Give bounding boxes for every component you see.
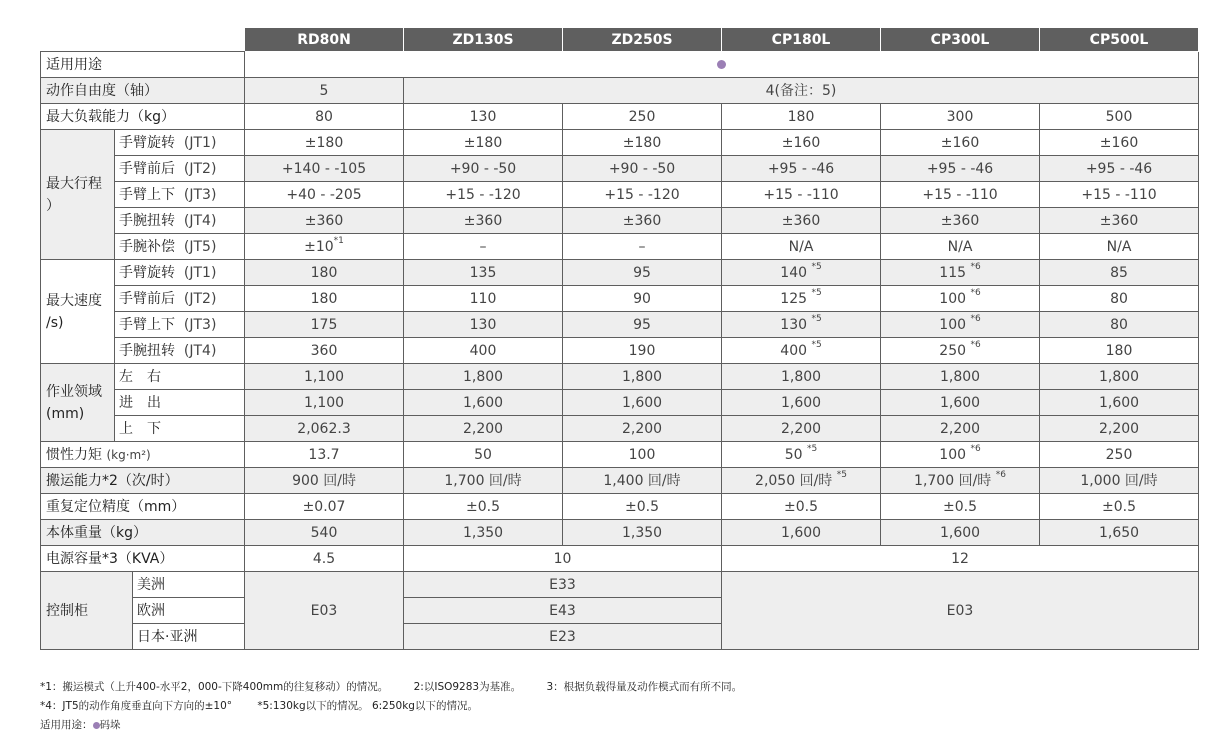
table-cell: 50 $^{*5}$	[722, 442, 881, 468]
table-cell: 250	[1040, 442, 1199, 468]
table-cell: 180	[722, 104, 881, 130]
controller-row	[41, 572, 1199, 598]
model-header: CP500L	[1040, 28, 1199, 52]
table-cell: $\pm 10^{*1}$	[245, 234, 404, 260]
table-cell: 1,800	[563, 364, 722, 390]
table-cell: 2,200	[1040, 416, 1199, 442]
table-cell: 50	[404, 442, 563, 468]
table-cell: 500	[1040, 104, 1199, 130]
table-cell: ±360	[404, 208, 563, 234]
dof-rd80n: 5	[245, 78, 404, 104]
controller-region: 美洲	[133, 572, 245, 598]
table-cell: 1,650	[1040, 520, 1199, 546]
table-cell: ±180	[404, 130, 563, 156]
table-cell: ±360	[722, 208, 881, 234]
header-blank	[41, 28, 245, 52]
model-header: ZD130S	[404, 28, 563, 52]
table-cell: N/A	[722, 234, 881, 260]
stroke-item-label: 手臂旋转 (JT1)	[115, 130, 245, 156]
table-cell: 180	[245, 260, 404, 286]
table-cell: 1,800	[1040, 364, 1199, 390]
table-cell: 1,800	[881, 364, 1040, 390]
controller-region: 日本·亚洲	[133, 624, 245, 650]
footnote: 2:以ISO9283为基准。	[413, 681, 522, 693]
table-cell: 135	[404, 260, 563, 286]
table-cell: 1,600	[404, 390, 563, 416]
table-cell: ±0.5	[1040, 494, 1199, 520]
speed-row	[41, 286, 1199, 312]
table-cell: +40 - -205	[245, 182, 404, 208]
usage-label: 适用用途	[41, 52, 245, 78]
table-cell: ±180	[245, 130, 404, 156]
table-cell: 190	[563, 338, 722, 364]
table-cell: 360	[245, 338, 404, 364]
dof-label: 动作自由度（轴）	[41, 78, 245, 104]
stroke-label: 最大行程	[46, 175, 102, 192]
table-cell: 1,400 回/時	[563, 468, 722, 494]
area-row	[41, 364, 1199, 390]
footnote: 码垛	[99, 719, 121, 731]
table-cell: 250	[563, 104, 722, 130]
speed-item-label: 手腕扭转 (JT4)	[115, 338, 245, 364]
table-cell: N/A	[1040, 234, 1199, 260]
table-cell: 10	[404, 546, 722, 572]
table-cell: 900 回/時	[245, 468, 404, 494]
table-cell: +95 - -46	[722, 156, 881, 182]
area-item-label: 左 右	[115, 364, 245, 390]
table-cell: 175	[245, 312, 404, 338]
table-cell: 1,350	[404, 520, 563, 546]
controller-region: 欧洲	[133, 598, 245, 624]
table-cell: 13.7	[245, 442, 404, 468]
table-cell: +15 - -110	[722, 182, 881, 208]
table-cell: 400	[404, 338, 563, 364]
table-cell: 80	[245, 104, 404, 130]
stroke-row	[41, 130, 1199, 156]
table-cell: +15 - -110	[881, 182, 1040, 208]
table-cell: 125 $^{*5}$	[722, 286, 881, 312]
table-cell: ±360	[1040, 208, 1199, 234]
footnote: 3：根据负载得量及动作模式而有所不同。	[546, 681, 743, 693]
table-cell: 80	[1040, 286, 1199, 312]
table-cell: ±360	[245, 208, 404, 234]
stroke-item-label: 手腕扭转 (JT4)	[115, 208, 245, 234]
table-cell: 2,200	[881, 416, 1040, 442]
controller-zd: E23	[404, 624, 722, 650]
table-cell: 95	[563, 260, 722, 286]
area-item-label: 进 出	[115, 390, 245, 416]
table-cell: 100 $^{*6}$	[881, 442, 1040, 468]
model-header: CP300L	[881, 28, 1040, 52]
stroke-row	[41, 234, 1199, 260]
area-row	[41, 390, 1199, 416]
table-cell: 100	[563, 442, 722, 468]
table-cell: 300	[881, 104, 1040, 130]
inertia-row	[41, 442, 1199, 468]
speed-label2: /s)	[46, 314, 64, 331]
table-cell: 1,100	[245, 364, 404, 390]
controller-zd: E33	[404, 572, 722, 598]
table-cell: ±360	[881, 208, 1040, 234]
table-cell: +15 - -120	[563, 182, 722, 208]
table-cell: 2,062.3	[245, 416, 404, 442]
table-cell: 180	[245, 286, 404, 312]
table-cell: 1,600	[722, 520, 881, 546]
controller-zd: E43	[404, 598, 722, 624]
table-cell: ±160	[881, 130, 1040, 156]
model-header: RD80N	[245, 28, 404, 52]
payload-row	[41, 104, 1199, 130]
model-header: CP180L	[722, 28, 881, 52]
table-cell: 1,700 回/時 $^{*6}$	[881, 468, 1040, 494]
table-cell: 130 $^{*5}$	[722, 312, 881, 338]
table-cell: 1,800	[722, 364, 881, 390]
table-cell: 12	[722, 546, 1199, 572]
table-cell: ±0.5	[881, 494, 1040, 520]
speed-row	[41, 338, 1199, 364]
stroke-item-label: 手臂前后 (JT2)	[115, 156, 245, 182]
table-cell: ±0.5	[722, 494, 881, 520]
table-cell: 1,600	[1040, 390, 1199, 416]
area-row	[41, 416, 1199, 442]
footnote-line	[40, 716, 742, 735]
area-label: 作业领域	[46, 383, 102, 400]
table-cell: +15 - -110	[1040, 182, 1199, 208]
spec-table	[40, 27, 1199, 650]
table-cell: ±160	[722, 130, 881, 156]
controller-rd80n: E03	[245, 572, 404, 650]
speed-row	[41, 312, 1199, 338]
area-group-label	[41, 364, 115, 442]
footnote: 适用用途：	[40, 719, 93, 731]
table-cell: 180	[1040, 338, 1199, 364]
stroke-group-label	[41, 130, 115, 260]
power-row	[41, 546, 1199, 572]
table-cell: 100 $^{*6}$	[881, 286, 1040, 312]
inertia-label: 惯性力矩 (kg·m²)	[41, 442, 245, 468]
table-cell: +140 - -105	[245, 156, 404, 182]
controller-label: 控制柜	[41, 572, 133, 650]
table-cell: 1,000 回/時	[1040, 468, 1199, 494]
table-cell: 1,600	[722, 390, 881, 416]
stroke-item-label: 手臂上下 (JT3)	[115, 182, 245, 208]
stroke-item-label: 手腕补偿 (JT5)	[115, 234, 245, 260]
table-cell: ±0.5	[563, 494, 722, 520]
speed-item-label: 手臂旋转 (JT1)	[115, 260, 245, 286]
stroke-label2: ）	[46, 197, 60, 214]
table-cell: ±180	[563, 130, 722, 156]
table-cell: N/A	[881, 234, 1040, 260]
table-cell: +95 - -46	[881, 156, 1040, 182]
area-item-label: 上 下	[115, 416, 245, 442]
table-cell: 2,200	[722, 416, 881, 442]
table-cell: 1,600	[881, 520, 1040, 546]
table-cell: ±0.5	[404, 494, 563, 520]
table-cell: –	[563, 234, 722, 260]
model-header: ZD250S	[563, 28, 722, 52]
stroke-row	[41, 182, 1199, 208]
table-cell: 100 $^{*6}$	[881, 312, 1040, 338]
table-cell: +15 - -120	[404, 182, 563, 208]
table-cell: 1,600	[563, 390, 722, 416]
speed-group-label	[41, 260, 115, 364]
repeat-row	[41, 494, 1199, 520]
footnote: *5:130kg以下的情况。 6:250kg以下的情况。	[257, 700, 478, 712]
table-cell: 115 $^{*6}$	[881, 260, 1040, 286]
footnote: *1：搬运模式（上升400-水平2，000-下降400mm的往复移动）的情况。	[40, 681, 389, 693]
controller-cp: E03	[722, 572, 1199, 650]
table-cell: +90 - -50	[563, 156, 722, 182]
table-cell: 90	[563, 286, 722, 312]
power-label: 电源容量*3（KVA）	[41, 546, 245, 572]
stroke-row	[41, 208, 1199, 234]
footnote: *4：JT5的动作角度垂直向下方向的±10°	[40, 700, 233, 712]
speed-item-label: 手臂前后 (JT2)	[115, 286, 245, 312]
table-cell: 85	[1040, 260, 1199, 286]
table-cell: 110	[404, 286, 563, 312]
area-label2: (mm)	[46, 405, 85, 422]
table-cell: –	[404, 234, 563, 260]
table-cell: 2,200	[563, 416, 722, 442]
dof-others: 4(备注：5)	[404, 78, 1199, 104]
speed-label: 最大速度	[46, 292, 102, 309]
table-cell: 2,050 回/時 $^{*5}$	[722, 468, 881, 494]
header-row	[41, 28, 1199, 52]
table-cell: 400 $^{*5}$	[722, 338, 881, 364]
table-cell: 1,100	[245, 390, 404, 416]
table-cell: 1,350	[563, 520, 722, 546]
usage-value	[245, 52, 1199, 78]
repeat-label: 重复定位精度（mm）	[41, 494, 245, 520]
table-cell: 1,600	[881, 390, 1040, 416]
capacity-label: 搬运能力*2（次/时）	[41, 468, 245, 494]
table-cell: 1,700 回/時	[404, 468, 563, 494]
payload-label: 最大负载能力（kg）	[41, 104, 245, 130]
speed-item-label: 手臂上下 (JT3)	[115, 312, 245, 338]
weight-row	[41, 520, 1199, 546]
table-cell: 1,800	[404, 364, 563, 390]
table-cell: 130	[404, 104, 563, 130]
table-cell: ±160	[1040, 130, 1199, 156]
table-cell: 95	[563, 312, 722, 338]
usage-row	[41, 52, 1199, 78]
weight-label: 本体重量（kg）	[41, 520, 245, 546]
table-cell: 140 $^{*5}$	[722, 260, 881, 286]
table-cell: 4.5	[245, 546, 404, 572]
table-cell: ±0.07	[245, 494, 404, 520]
palletizing-dot-icon	[717, 60, 726, 69]
footnote-line	[40, 678, 742, 697]
palletizing-dot-icon	[93, 722, 100, 729]
table-cell: 540	[245, 520, 404, 546]
footnote-line	[40, 697, 742, 716]
table-cell: +95 - -46	[1040, 156, 1199, 182]
table-cell: +90 - -50	[404, 156, 563, 182]
footnotes	[40, 678, 742, 735]
capacity-row	[41, 468, 1199, 494]
table-cell: 250 $^{*6}$	[881, 338, 1040, 364]
speed-row	[41, 260, 1199, 286]
dof-row	[41, 78, 1199, 104]
stroke-row	[41, 156, 1199, 182]
table-cell: 80	[1040, 312, 1199, 338]
table-cell: 130	[404, 312, 563, 338]
table-cell: 2,200	[404, 416, 563, 442]
table-cell: ±360	[563, 208, 722, 234]
